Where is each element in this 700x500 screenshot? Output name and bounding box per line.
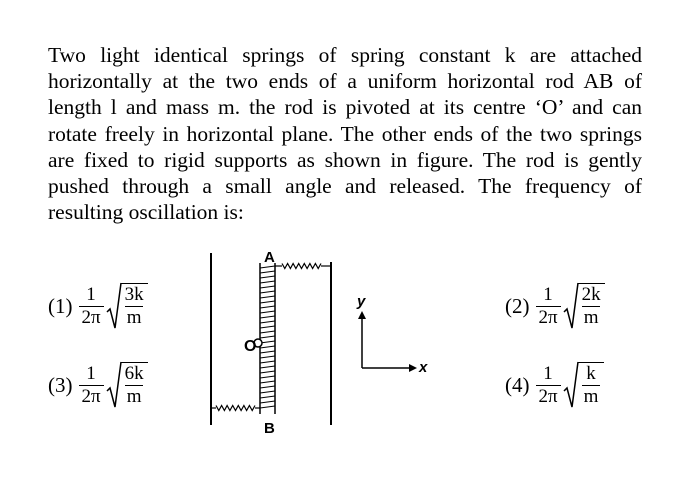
coefficient-numerator: 1: [86, 362, 96, 384]
x-axis-arrow-icon: [409, 364, 417, 372]
radical-sign-icon: [106, 361, 122, 409]
option-1-radical: [106, 282, 148, 330]
option-4-label: (4): [505, 372, 530, 397]
radicand-denominator: m: [126, 307, 142, 328]
spring-bottom: [211, 406, 260, 411]
pivot-label: O: [244, 338, 257, 355]
coefficient-numerator: 1: [543, 362, 553, 384]
option-2-radical: [563, 282, 605, 330]
radicand-numerator: k: [586, 363, 596, 384]
option-4-radical: [563, 361, 605, 409]
option-3-coefficient: [79, 363, 104, 408]
radical-sign-icon: [563, 282, 579, 330]
coefficient-numerator: 1: [543, 283, 553, 305]
rod-ab: [260, 263, 275, 414]
radical-sign-icon: [106, 282, 122, 330]
radicand-denominator: m: [583, 307, 599, 328]
coefficient-denominator: 2π: [79, 306, 104, 329]
option-2[interactable]: [505, 282, 605, 330]
x-axis-label: x: [419, 359, 428, 376]
radicand-numerator: 2k: [581, 284, 601, 305]
spring-top: [275, 264, 331, 269]
option-1-label: (1): [48, 293, 73, 318]
coefficient-denominator: 2π: [79, 385, 104, 408]
rod-spring-figure: [200, 245, 450, 440]
radical-sign-icon: [563, 361, 579, 409]
radicand-denominator: m: [126, 386, 142, 407]
option-1-coefficient: [79, 284, 104, 329]
point-a-label: A: [264, 249, 275, 266]
option-4-coefficient: [536, 363, 561, 408]
radicand-numerator: 6k: [124, 363, 144, 384]
option-2-label: (2): [505, 293, 530, 318]
point-b-label: B: [264, 420, 275, 437]
y-axis-arrow-icon: [358, 311, 366, 319]
option-4[interactable]: [505, 361, 604, 409]
question-text: Two light identical springs of spring constant k are attached horizontally at the two ends of a uniform horizontal rod AB of length l and mass m. the rod is pivoted at its centre ‘O’ and can rotate freely in horizontal plane. The other ends of the two springs are fixed to rigid supports as shown in figure. The rod is gently pushed through a small angle and released. The frequency of resulting oscillation is:: [48, 43, 642, 225]
y-axis-label: y: [357, 293, 366, 310]
option-2-coefficient: [536, 284, 561, 329]
option-3[interactable]: [48, 361, 148, 409]
option-3-radical: [106, 361, 148, 409]
radicand-denominator: m: [583, 386, 599, 407]
coefficient-denominator: 2π: [536, 306, 561, 329]
option-3-label: (3): [48, 372, 73, 397]
coefficient-numerator: 1: [86, 283, 96, 305]
radicand-numerator: 3k: [124, 284, 144, 305]
option-1[interactable]: [48, 282, 148, 330]
coefficient-denominator: 2π: [536, 385, 561, 408]
coordinate-axes: [356, 293, 428, 376]
